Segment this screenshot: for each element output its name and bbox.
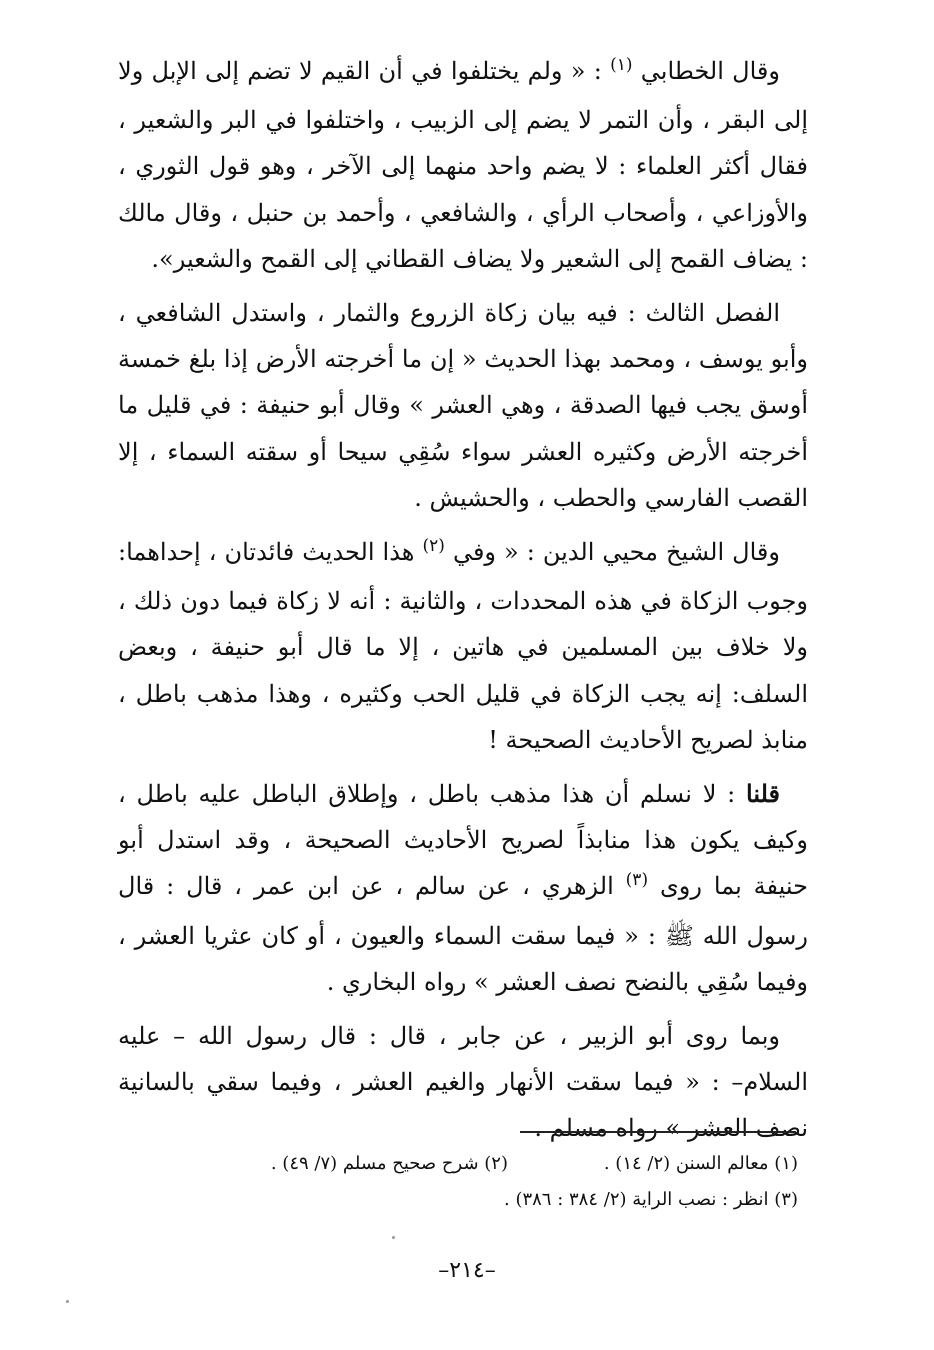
footnote-3: (٣) انظر : نصب الراية (٢/ ٣٨٤ : ٣٨٦) . bbox=[504, 1189, 798, 1210]
scan-speck bbox=[392, 1236, 395, 1239]
footnote-marker: (١) bbox=[610, 55, 633, 75]
footnote-divider bbox=[520, 1131, 796, 1133]
text-segment: الفصل الثالث : فيه بيان زكاة الزروع والثمار ، واستدل الشافعي ، وأبو يوسف ، ومحمد بهذا الحديث « إن ما أخرجته الأرض إذا بلغ خمسة أوسق يجب فيها الصدقة ، وهي العشر » وقال أبو حنيفة : في قليل ما أخرجته الأرض وكثيره العشر سواء سُقِي سيحا أو سقته السماء ، إلا القصب الفارسي والحطب ، والحشيش . bbox=[118, 299, 808, 512]
text-segment: وقال الشيخ محيي الدين : « وفي bbox=[444, 538, 780, 567]
paragraph bbox=[118, 771, 808, 1005]
paragraph-lead-word: قلنا bbox=[746, 779, 780, 809]
text-segment: : لا نسلم أن هذا مذهب باطل ، وإطلاق الباطل عليه باطل ، وكيف يكون هذا منابذاً لصريح الأحاديث الصحيحة ، وقد استدل أبو حنيفة بما روى bbox=[118, 780, 808, 901]
page-number: –٢١٤– bbox=[438, 1258, 496, 1283]
footnote-marker: (٢) bbox=[422, 536, 445, 557]
text-segment: هذا الحديث فائدتان ، إحداهما: وجوب الزكاة في هذه المحددات ، والثانية : أنه لا زكاة فيما دون ذلك ، ولا خلاف بين المسلمين في هاتين ، إلا ما قال أبو حنيفة ، وبعض السلف: إنه يجب الزكاة في قليل الحب وكثيره ، وهذا مذهب باطل ، منابذ لصريح الأحاديث الصحيحة ! bbox=[118, 538, 808, 754]
text-segment: الزهري ، عن سالم ، عن ابن عمر ، قال : قال رسول الله ﷺ : « فيما سقت السماء والعيون ، أو كان عثريا العشر ، وفيما سُقِي بالنضح نصف العشر » رواه البخاري . bbox=[118, 872, 808, 996]
footnote-row-1 bbox=[150, 1146, 798, 1182]
text-segment: وقال الخطابي bbox=[632, 57, 780, 85]
footnote-marker: (٣) bbox=[625, 870, 649, 891]
footnote-row-2 bbox=[150, 1182, 798, 1218]
scan-speck bbox=[66, 1300, 69, 1303]
footnotes bbox=[150, 1146, 798, 1218]
footnote-1: (١) معالم السنن (٢/ ١٤) . bbox=[603, 1153, 798, 1174]
paragraph bbox=[118, 290, 808, 521]
text-segment: وبما روى أبو الزبير ، عن جابر ، قال : قال رسول الله – عليه السلام– : « فيما سقت الأنهار والغيم العشر ، وفيما سقي بالسانية نصف العشر » رواه مسلم . bbox=[118, 1022, 809, 1143]
paragraph bbox=[118, 529, 808, 763]
text-segment: : « ولم يختلفوا في أن القيم لا تضم إلى الإبل ولا إلى البقر ، وأن التمر لا يضم إلى الزبيب ، واختلفوا في البر والشعير ، فقال أكثر العلماء : لا يضم واحد منهما إلى الآخر ، وهو قول الثوري ، والأوزاعي ، وأصحاب الرأي ، والشافعي ، وأحمد بن حنبل ، وقال مالك : يضاف القمح إلى الشعير ولا يضاف القطاني إلى القمح والشعير». bbox=[118, 57, 808, 273]
paragraph bbox=[118, 48, 808, 282]
main-text bbox=[118, 48, 808, 1160]
footnote-2: (٢) شرح صحيح مسلم (٧/ ٤٩) . bbox=[270, 1153, 508, 1174]
